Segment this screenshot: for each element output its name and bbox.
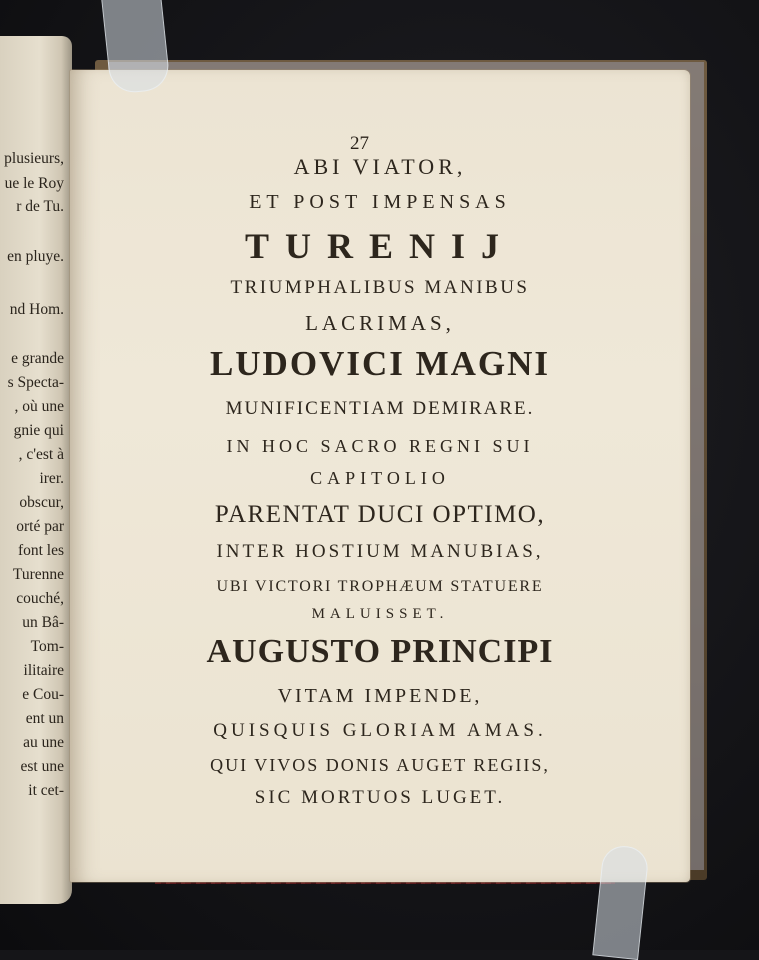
- left-line: plusieurs,: [4, 150, 64, 167]
- left-line: en pluye.: [7, 248, 64, 265]
- inscription-heading: AUGUSTO PRINCIPI: [206, 633, 554, 670]
- inscription-line: ET POST IMPENSAS: [249, 191, 511, 213]
- left-line: orté par: [16, 518, 64, 535]
- left-line: r de Tu.: [16, 198, 64, 215]
- left-line: , c'est à: [18, 446, 64, 463]
- inscription-heading: TURENIJ: [244, 226, 516, 266]
- left-line: au une: [23, 734, 64, 751]
- inscription-heading: LUDOVICI MAGNI: [209, 344, 551, 383]
- left-line: un Bâ-: [22, 614, 64, 631]
- inscription-line: INTER HOSTIUM MANUBIAS,: [216, 541, 544, 562]
- inscription-line: SIC MORTUOS LUGET.: [254, 787, 506, 808]
- left-line: , où une: [14, 398, 64, 415]
- left-line: nd Hom.: [9, 301, 64, 318]
- inscription-line: UBI VICTORI TROPHÆUM STATUERE: [216, 578, 544, 595]
- left-line: couché,: [16, 590, 64, 607]
- inscription-line: LACRIMAS,: [305, 311, 455, 335]
- left-line: e Cou-: [22, 686, 64, 703]
- left-line: Turenne: [12, 566, 64, 583]
- inscription-line: IN HOC SACRO REGNI SUI: [226, 436, 534, 456]
- inscription-line: MALUISSET.: [311, 606, 449, 622]
- left-line: s Specta-: [7, 374, 64, 391]
- left-line: gnie qui: [13, 422, 64, 439]
- left-line: ent un: [25, 710, 64, 727]
- left-page: [0, 36, 72, 904]
- page-number: 27: [350, 133, 369, 154]
- left-line: font les: [17, 542, 64, 559]
- left-line: e grande: [11, 350, 64, 367]
- inscription-line: QUISQUIS GLORIAM AMAS.: [213, 720, 547, 741]
- left-line: est une: [20, 758, 64, 775]
- left-line: Tom-: [30, 638, 64, 655]
- inscription-line: PARENTAT DUCI OPTIMO,: [214, 501, 546, 528]
- inscription-line: ABI VIATOR,: [293, 154, 467, 179]
- left-line: irer.: [39, 470, 64, 487]
- left-line: obscur,: [19, 494, 64, 511]
- inscription-line: MUNIFICENTIAM DEMIRARE.: [225, 398, 535, 419]
- inscription-line: QUI VIVOS DONIS AUGET REGIIS,: [210, 755, 550, 775]
- inscription-line: VITAM IMPENDE,: [277, 685, 483, 707]
- left-line: ue le Roy: [4, 175, 64, 192]
- left-line: ilitaire: [23, 662, 64, 679]
- inscription-line: CAPITOLIO: [310, 468, 450, 488]
- inscription-line: TRIUMPHALIBUS MANIBUS: [230, 277, 530, 298]
- left-line: it cet-: [28, 782, 64, 799]
